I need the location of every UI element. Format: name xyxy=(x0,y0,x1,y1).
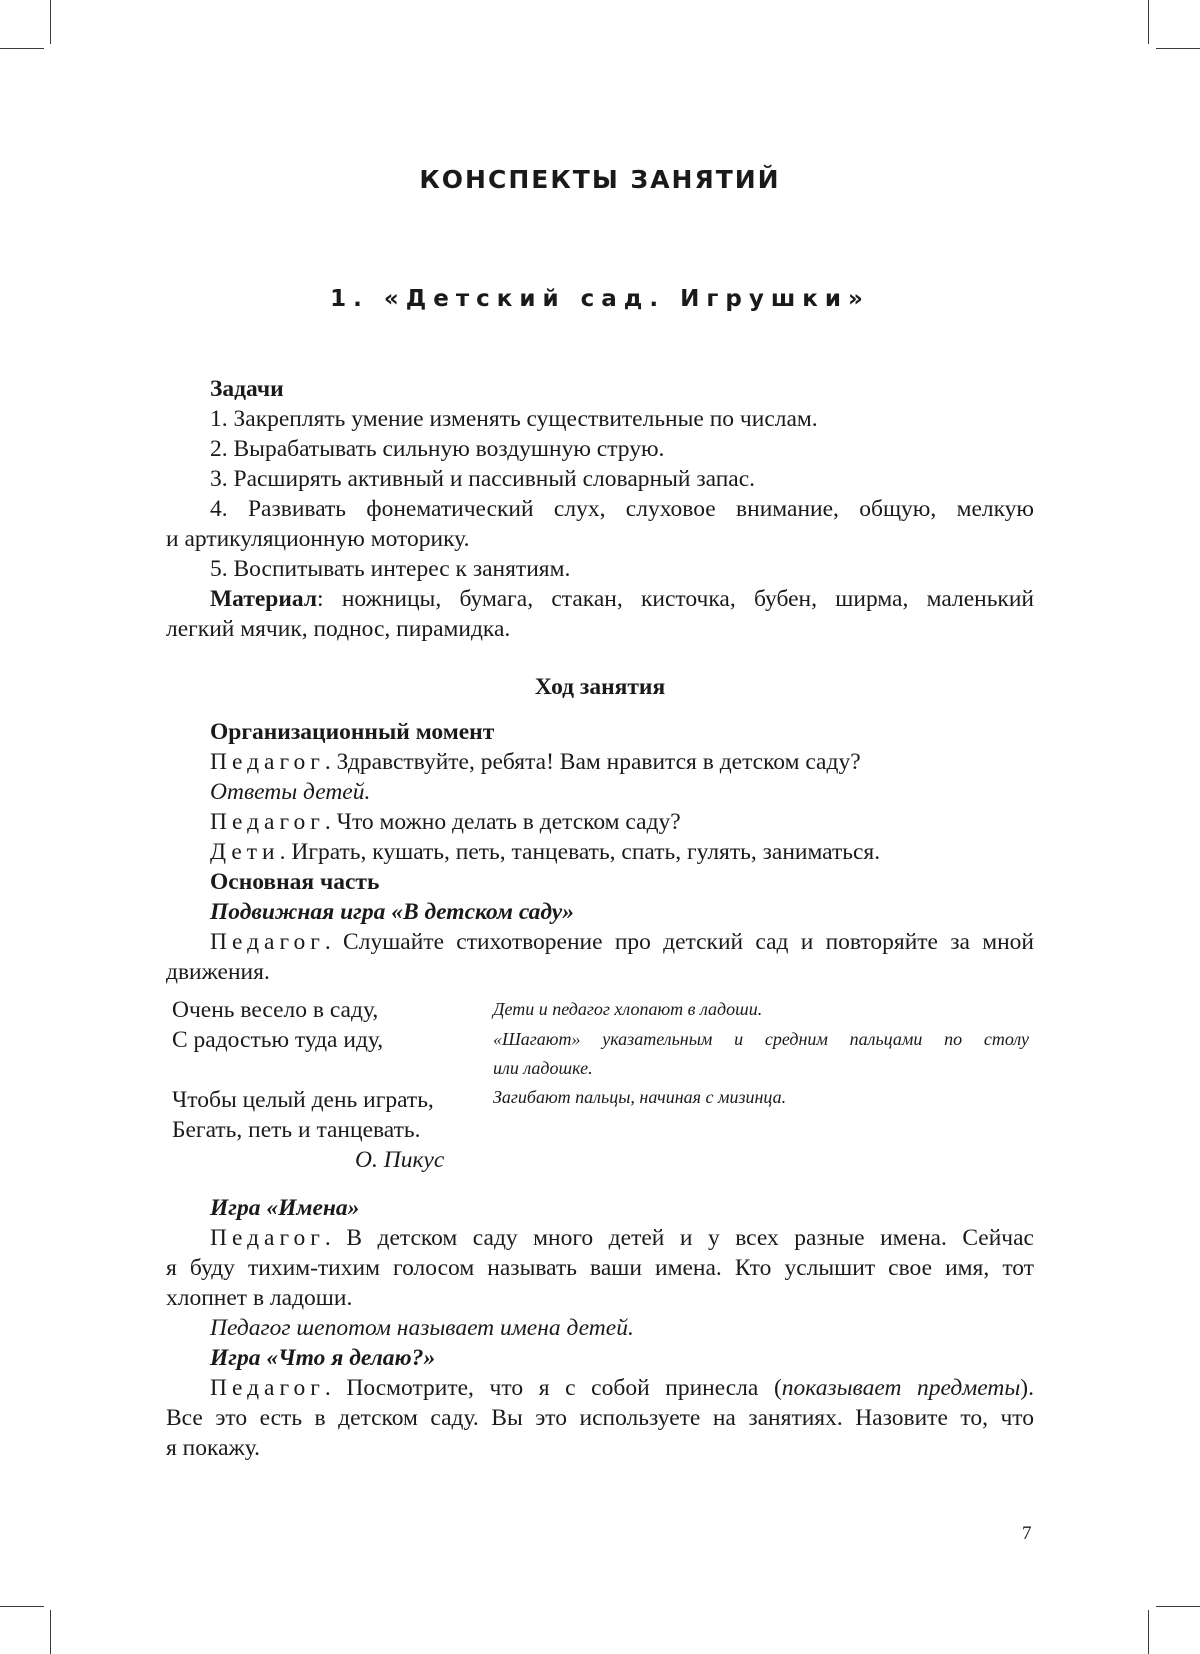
task-item-3: 3. Расширять активный и пассивный словарный запас. xyxy=(210,466,756,492)
speaker-teacher: Педагог xyxy=(210,1375,325,1401)
game2-line-1 xyxy=(210,1223,1034,1253)
task-item-4: 4. Развивать фонематический слух, слуховое внимание, общую, мелкую xyxy=(210,496,1034,522)
org-line-4-text: . Играть, кушать, петь, танцевать, спать, гулять, заниматься. xyxy=(279,839,881,865)
org-heading: Организационный момент xyxy=(210,719,495,745)
game3-line-2: Все это есть в детском саду. Вы это используете на занятиях. Назовите то, что xyxy=(166,1405,1034,1431)
game1-line-1 xyxy=(210,927,1034,957)
poem-note-2: «Шагают» указательным и средним пальцами по столу xyxy=(493,1029,1029,1049)
game3-line-3: я покажу. xyxy=(166,1435,261,1461)
poem-line-2: С радостью туда иду, xyxy=(172,1027,384,1053)
game2-line-2: я буду тихим-тихим голосом называть ваши имена. Кто услышит свое имя, тот xyxy=(166,1255,1034,1281)
game1-line-2: движения. xyxy=(166,959,270,985)
game3-title: Игра «Что я делаю?» xyxy=(210,1345,436,1371)
poem-line-1: Очень весело в саду, xyxy=(172,997,379,1023)
task-item-5: 5. Воспитывать интерес к занятиям. xyxy=(210,556,571,582)
poem-line-3: Чтобы целый день играть, xyxy=(172,1087,434,1113)
org-line-2: Ответы детей. xyxy=(210,779,371,805)
org-line-3 xyxy=(210,807,681,837)
speaker-teacher: Педагог xyxy=(210,749,325,775)
section-title: 1. «Детский сад. Игрушки» xyxy=(330,286,870,312)
crop-mark-top-right-h xyxy=(1156,48,1200,49)
page-title: КОНСПЕКТЫ ЗАНЯТИЙ xyxy=(419,165,781,194)
speaker-teacher: Педагог xyxy=(210,929,325,955)
game2-line-1-text: . В детском саду много детей и у всех разные имена. Сейчас xyxy=(324,1225,1034,1251)
task-item-1: 1. Закреплять умение изменять существительные по числам. xyxy=(210,406,818,432)
main-heading: Основная часть xyxy=(210,869,380,895)
page-number: 7 xyxy=(1022,1523,1032,1544)
material-label: Материал xyxy=(210,586,318,612)
game3-line-1 xyxy=(210,1373,1034,1403)
poem-note-1: Дети и педагог хлопают в ладоши. xyxy=(493,999,763,1019)
crop-mark-bottom-right-h xyxy=(1156,1606,1200,1607)
crop-mark-top-left xyxy=(50,0,51,44)
org-line-1 xyxy=(210,747,861,777)
lesson-heading: Ход занятия xyxy=(534,674,666,700)
poem-line-4: Бегать, петь и танцевать. xyxy=(172,1117,421,1143)
poem-note-3: Загибают пальцы, начиная с мизинца. xyxy=(493,1087,787,1107)
org-line-3-text: . Что можно делать в детском саду? xyxy=(324,809,681,835)
org-line-1-text: . Здравствуйте, ребята! Вам нравится в детском саду? xyxy=(324,749,861,775)
game1-line-1-text: . Слушайте стихотворение про детский сад и повторяйте за мной xyxy=(324,929,1034,955)
material-line-2: легкий мячик, поднос, пирамидка. xyxy=(166,616,511,642)
org-line-4 xyxy=(210,837,880,867)
crop-mark-bottom-left-h xyxy=(0,1606,44,1607)
material-text: : ножницы, бумага, стакан, кисточка, бубен, ширма, маленький xyxy=(317,586,1034,612)
speaker-children: Дети xyxy=(210,839,280,865)
speaker-teacher: Педагог xyxy=(210,1225,325,1251)
game2-title: Игра «Имена» xyxy=(210,1195,360,1221)
task-item-2: 2. Вырабатывать сильную воздушную струю. xyxy=(210,436,665,462)
game2-line-4: Педагог шепотом называет имена детей. xyxy=(210,1315,634,1341)
crop-mark-bottom-right xyxy=(1148,1610,1149,1654)
crop-mark-top-left-h xyxy=(0,48,44,49)
game3-line-1-text: . Посмотрите, что я с собой принесла ( xyxy=(324,1375,782,1401)
tasks-heading: Задачи xyxy=(210,376,284,402)
game2-line-3: хлопнет в ладоши. xyxy=(166,1285,353,1311)
game3-line-1-end: ). xyxy=(1020,1375,1034,1401)
speaker-teacher: Педагог xyxy=(210,809,325,835)
poem-author: О. Пикус xyxy=(355,1147,445,1173)
game1-title: Подвижная игра «В детском саду» xyxy=(210,899,574,925)
poem-note-2-cont: или ладошке. xyxy=(493,1058,593,1078)
crop-mark-top-right xyxy=(1148,0,1149,44)
game3-line-1-italic: показывает предметы xyxy=(781,1375,1021,1401)
material-line-1 xyxy=(210,584,1034,614)
crop-mark-bottom-left xyxy=(50,1610,51,1654)
task-item-4-cont: и артикуляционную моторику. xyxy=(166,526,470,552)
